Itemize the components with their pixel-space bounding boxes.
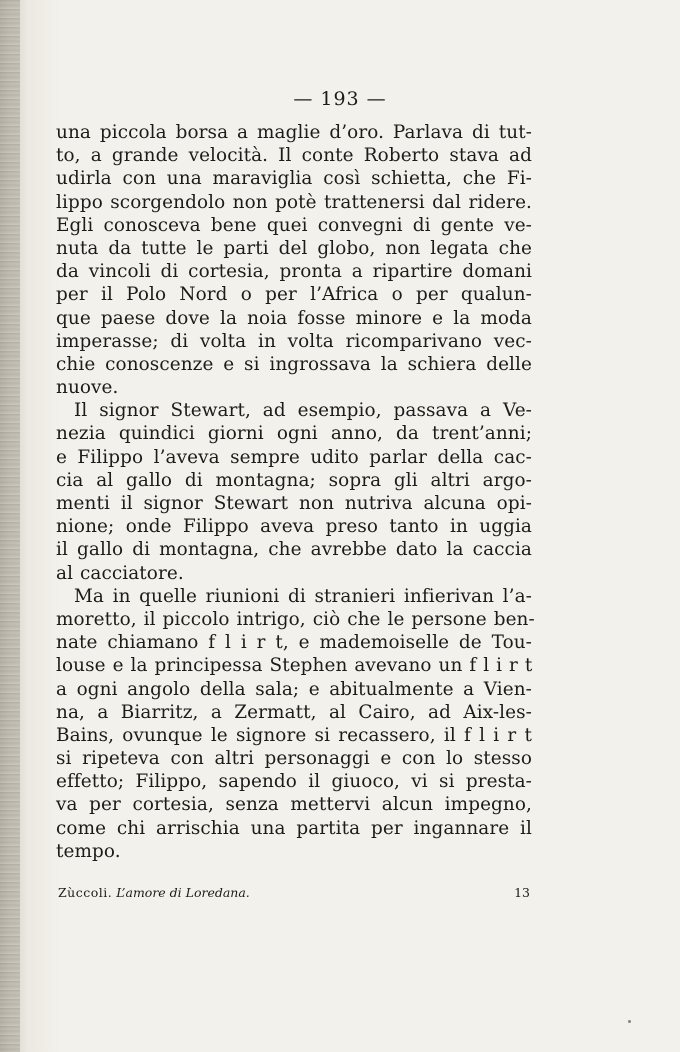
text-line: per il Polo Nord o per l’Africa o per qualun- bbox=[56, 284, 532, 306]
binding-edge bbox=[0, 0, 20, 1052]
text-line: to, a grande velocità. Il conte Roberto stava ad bbox=[56, 145, 532, 167]
text-line: effetto; Filippo, sapendo il giuoco, vi si presta- bbox=[56, 771, 532, 793]
text-line: que paese dove la noia fosse minore e la moda bbox=[56, 307, 532, 329]
footer-title: L’amore di Loredana. bbox=[116, 885, 250, 900]
text-line: nuove. bbox=[56, 377, 119, 399]
text-line: al cacciatore. bbox=[56, 562, 184, 584]
text-line: na, a Biarritz, a Zermatt, al Cairo, ad Aix-les- bbox=[56, 701, 532, 723]
text-line: e Filippo l’aveva sempre udito parlar della cac- bbox=[56, 446, 532, 468]
page-footer bbox=[58, 885, 530, 900]
page-number: — 193 — bbox=[293, 88, 387, 110]
text-line: cia al gallo di montagna; sopra gli altri argo- bbox=[56, 469, 532, 491]
body-text bbox=[56, 121, 535, 863]
text-line: Egli conosceva bene quei convegni di gente ve- bbox=[56, 214, 532, 236]
text-line: nione; onde Filippo aveva preso tanto in uggia bbox=[56, 516, 532, 538]
footer-author: Zùccoli. bbox=[58, 885, 113, 900]
text-line: da vincoli di cortesia, pronta a ripartire domani bbox=[56, 261, 532, 283]
signature-number: 13 bbox=[514, 885, 530, 900]
text-line: come chi arrischia una partita per ingannare il bbox=[56, 817, 532, 839]
text-line: moretto, il piccolo intrigo, ciò che le persone ben- bbox=[56, 608, 535, 630]
text-line: louse e la principessa Stephen avevano un f l i r t bbox=[56, 655, 533, 677]
text-line: il gallo di montagna, che avrebbe dato la caccia bbox=[56, 539, 532, 561]
text-line: imperasse; di volta in volta ricomparivano vec- bbox=[56, 330, 532, 352]
text-line: una piccola borsa a maglie d’oro. Parlava di tut- bbox=[56, 122, 532, 143]
text-line: a ogni angolo della sala; e abitualmente a Vien- bbox=[56, 678, 532, 700]
text-line: Il signor Stewart, ad esempio, passava a Ve- bbox=[74, 400, 532, 422]
text-line: lippo scorgendolo non potè trattenersi dal ridere. bbox=[56, 191, 532, 213]
text-line: va per cortesia, senza mettervi alcun impegno, bbox=[56, 794, 532, 816]
text-line: tempo. bbox=[56, 840, 121, 862]
text-line: nezia quindici giorni ogni anno, da trent’anni; bbox=[56, 423, 532, 445]
text-line: chie conoscenze e si ingrossava la schiera delle bbox=[56, 353, 532, 375]
paper-speck bbox=[628, 1020, 631, 1023]
text-line: menti il signor Stewart non nutriva alcuna opi- bbox=[56, 493, 532, 514]
text-line: Bains, ovunque le signore si recassero, il f l i r t bbox=[56, 724, 532, 746]
text-line: nuta da tutte le parti del globo, non legata che bbox=[56, 237, 532, 259]
text-line: udirla con una maraviglia così schietta, che Fi- bbox=[56, 168, 532, 190]
text-line: Ma in quelle riunioni di stranieri infierivan l’a- bbox=[74, 585, 532, 607]
text-line: nate chiamano f l i r t, e mademoiselle de Tou- bbox=[56, 632, 532, 654]
text-line: si ripeteva con altri personaggi e con lo stesso bbox=[56, 748, 532, 770]
